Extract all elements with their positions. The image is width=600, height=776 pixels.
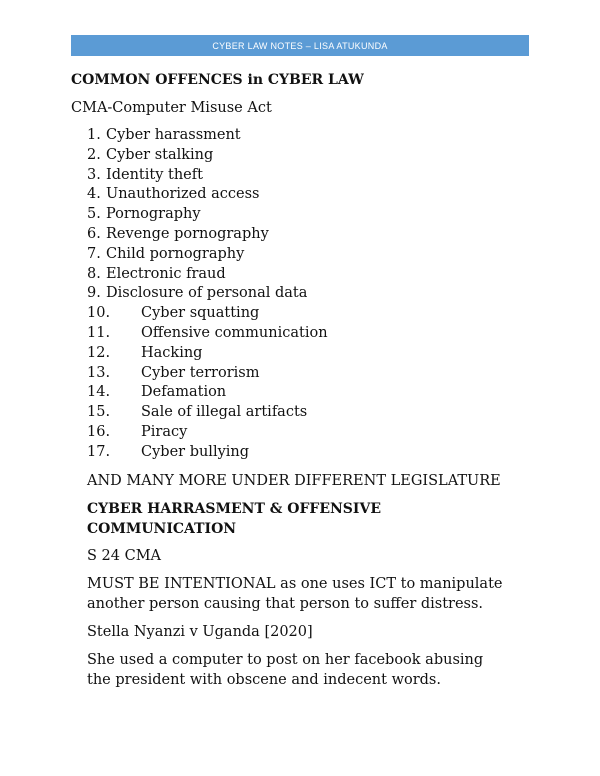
list-item-number: 9. xyxy=(87,285,101,302)
list-item-text: Revenge pornography xyxy=(106,225,269,242)
list-item-number: 8. xyxy=(87,265,101,282)
list-item-text: Disclosure of personal data xyxy=(106,285,308,302)
list-item-text: Child pornography xyxy=(106,245,245,262)
offence-list-item xyxy=(87,205,328,225)
list-item-text: Piracy xyxy=(141,423,188,440)
case-facts-line-2: the president with obscene and indecent words. xyxy=(87,672,441,688)
list-item-text: Pornography xyxy=(106,206,201,223)
list-item-text: Cyber squatting xyxy=(141,305,260,322)
list-item-number: 7. xyxy=(87,245,101,262)
offence-list-item xyxy=(87,126,328,146)
list-item-text: Identity theft xyxy=(106,166,203,183)
offence-list-item xyxy=(87,324,328,344)
list-item-number: 14. xyxy=(87,384,111,401)
intention-line-2: another person causing that person to suffer distress. xyxy=(87,596,484,612)
list-item-number: 11. xyxy=(87,324,111,341)
intention-line-1: MUST BE INTENTIONAL as one uses ICT to manipulate xyxy=(87,576,503,592)
list-item-number: 2. xyxy=(87,146,101,163)
list-item-text: Cyber bullying xyxy=(141,443,250,460)
offence-list-item xyxy=(87,443,328,463)
offence-list-item xyxy=(87,166,328,186)
list-item-text: Electronic fraud xyxy=(106,265,226,282)
statute-reference: S 24 CMA xyxy=(87,548,162,564)
list-item-number: 17. xyxy=(87,443,111,460)
list-item-number: 4. xyxy=(87,186,101,203)
list-item-number: 16. xyxy=(87,423,111,440)
running-header-text: CYBER LAW NOTES – LISA ATUKUNDA xyxy=(212,40,388,51)
list-item-text: Cyber stalking xyxy=(106,146,214,163)
list-item-text: Defamation xyxy=(141,384,227,401)
list-item-number: 3. xyxy=(87,166,101,183)
offence-list-item xyxy=(87,383,328,403)
offence-list-item xyxy=(87,403,328,423)
offence-list-item xyxy=(87,245,328,265)
list-item-number: 6. xyxy=(87,225,101,242)
section-title-line-1: CYBER HARRASMENT & OFFENSIVE xyxy=(87,501,381,517)
section-title-common-offences: COMMON OFFENCES in CYBER LAW xyxy=(71,72,364,88)
offence-list-item xyxy=(87,284,328,304)
case-facts-line-1: She used a computer to post on her facebook abusing xyxy=(87,652,484,668)
more-offences-note: AND MANY MORE UNDER DIFFERENT LEGISLATURE xyxy=(87,473,501,489)
offence-list-item xyxy=(87,304,328,324)
offence-list-item xyxy=(87,423,328,443)
section-title-line-2: COMMUNICATION xyxy=(87,521,237,537)
list-item-number: 12. xyxy=(87,344,111,361)
list-item-number: 15. xyxy=(87,404,111,421)
offence-list-item xyxy=(87,185,328,205)
offence-list-item xyxy=(87,265,328,285)
list-item-text: Cyber terrorism xyxy=(141,364,260,381)
list-item-number: 5. xyxy=(87,206,101,223)
offence-list-item xyxy=(87,344,328,364)
running-header xyxy=(71,35,529,56)
cma-subtitle: CMA-Computer Misuse Act xyxy=(71,100,272,116)
case-facts-paragraph xyxy=(87,650,483,690)
offence-list-item xyxy=(87,364,328,384)
list-item-text: Cyber harassment xyxy=(106,127,241,143)
offence-list-item xyxy=(87,225,328,245)
offence-list-item xyxy=(87,146,328,166)
list-item-number: 10. xyxy=(87,305,111,322)
section-title-harassment xyxy=(87,499,381,539)
intention-paragraph xyxy=(87,574,503,614)
list-item-number: 1. xyxy=(87,127,101,143)
list-item-number: 13. xyxy=(87,364,111,381)
list-item-text: Sale of illegal artifacts xyxy=(141,404,308,421)
list-item-text: Hacking xyxy=(141,344,203,361)
offences-list xyxy=(87,126,328,463)
list-item-text: Offensive communication xyxy=(141,324,328,341)
list-item-text: Unauthorized access xyxy=(106,186,260,203)
case-citation: Stella Nyanzi v Uganda [2020] xyxy=(87,624,313,640)
